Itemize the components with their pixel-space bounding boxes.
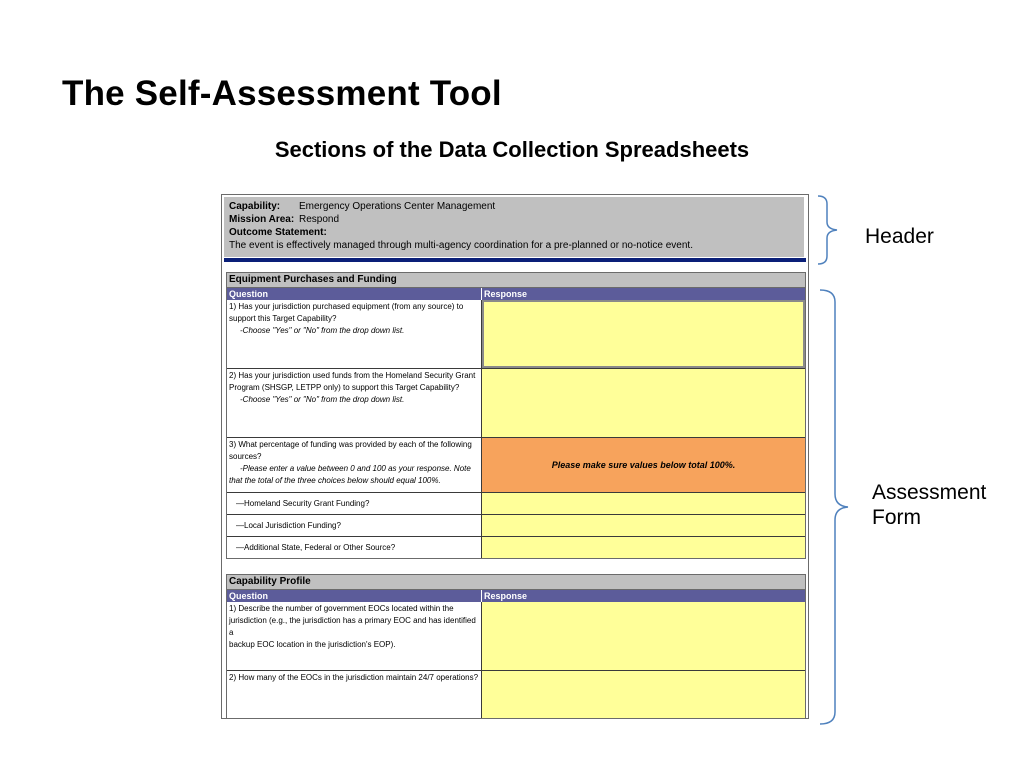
capability-profile-section [226,574,806,719]
table-row [227,369,805,438]
response-cell[interactable] [482,369,805,437]
header-divider [224,258,806,262]
table-row [227,671,805,719]
slide-title: The Self-Assessment Tool [62,74,502,113]
question-column-header: Question [227,590,482,602]
header-label: Header [865,225,934,248]
warning-response-cell: Please make sure values below total 100%. [482,438,805,492]
question-cell: —Homeland Security Grant Funding? [227,493,482,514]
section-title: Equipment Purchases and Funding [227,273,805,288]
question-cell: 1) Has your jurisdiction purchased equipment (from any source) to support this Target Capability? -Choose "Yes" or "No" from the drop down list. [227,300,482,368]
capability-key: Capability: [229,201,281,212]
response-column-header: Response [484,591,528,601]
table-row [227,537,805,558]
response-cell[interactable] [482,537,805,558]
question-cell: 1) Describe the number of government EOCs located within the jurisdiction (e.g., the jurisdiction has a primary EOC and has identified a backup EOC location in the jurisdiction's EOP). [227,602,482,670]
column-header-row [227,288,805,300]
mission-area-value: Respond [299,214,340,225]
response-cell[interactable] [482,515,805,536]
question-cell: —Local Jurisdiction Funding? [227,515,482,536]
outcome-statement-key: Outcome Statement: [229,227,327,238]
capability-value: Emergency Operations Center Management [299,201,496,212]
response-cell[interactable] [482,493,805,514]
header-bracket-icon [815,192,845,268]
response-cell[interactable] [482,671,805,719]
response-column-header: Response [484,289,528,299]
response-cell[interactable] [482,602,805,670]
assessment-bracket-icon [815,286,855,728]
table-row [227,300,805,369]
question-cell: 3) What percentage of funding was provided by each of the following sources? -Please enter a value between 0 and 100 as your response. Note that the total of the three choices below should equal 100%. [227,438,482,492]
outcome-statement-text: The event is effectively managed through multi-agency coordination for a pre-planned or no-notice event. [229,240,693,251]
column-header-row [227,590,805,602]
spreadsheet-screenshot [221,194,809,719]
section-title: Capability Profile [227,575,805,590]
slide-subtitle: Sections of the Data Collection Spreadsheets [274,137,750,162]
table-row [227,515,805,537]
assessment-form-label: Assessment Form [872,481,987,529]
table-row [227,438,805,493]
question-cell: —Additional State, Federal or Other Source? [227,537,482,558]
response-cell[interactable] [482,300,805,368]
question-cell: 2) How many of the EOCs in the jurisdiction maintain 24/7 operations? [227,671,482,719]
table-row [227,602,805,671]
capability-header-block [224,197,804,257]
mission-area-key: Mission Area: [229,214,295,225]
table-row [227,493,805,515]
equipment-funding-section [226,272,806,559]
question-column-header: Question [227,288,482,300]
question-cell: 2) Has your jurisdiction used funds from the Homeland Security Grant Program (SHSGP, LETPP only) to support this Target Capability? -Choose "Yes" or "No" from the drop down list. [227,369,482,437]
